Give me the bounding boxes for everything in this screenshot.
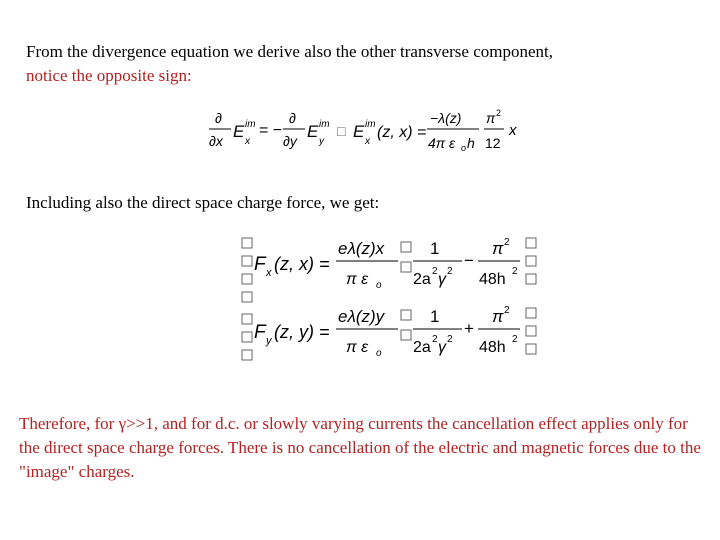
eq2-pi-y: π: [492, 307, 504, 326]
eq2-args-x: (z, x) =: [274, 254, 330, 274]
eq1-dy: ∂y: [283, 133, 297, 149]
eq2-g-sq-y: 2: [447, 334, 453, 345]
eq1-E-3: E: [353, 122, 365, 141]
eq2-Fy: F: [254, 322, 266, 343]
eq1-E-1: E: [233, 122, 245, 141]
eq1-numerator: −λ(z): [430, 110, 462, 126]
eq2-h-sq-y: 2: [512, 334, 518, 345]
eq2-args-y: (z, y) =: [274, 322, 330, 342]
eq1-placeholder: □: [337, 123, 346, 139]
eq1-pi-sq: 2: [496, 108, 502, 118]
eq2-2a-y: 2a: [413, 339, 431, 356]
eq2-h-sq-x: 2: [512, 266, 518, 277]
eq1-partial-top: ∂: [215, 110, 222, 126]
eq2-num-x: eλ(z)x: [338, 239, 385, 258]
eq2-plus: +: [464, 319, 474, 338]
eq2-pi-sq-x: 2: [504, 237, 510, 248]
eq1-dx: ∂x: [209, 133, 223, 149]
eq1-sup-im-2: im: [319, 119, 330, 130]
intro-line-2: notice the opposite sign:: [26, 66, 192, 85]
eq2-gamma-x: γ: [438, 271, 446, 288]
eq1-sub-x-3: x: [365, 136, 370, 147]
eq1-sup-im-1: im: [245, 119, 256, 130]
eq1-sub-x-1: x: [245, 136, 250, 147]
eq1-sub-y: y: [319, 136, 324, 147]
eq2-den-y: π ε: [346, 339, 369, 356]
eq2-sub-x: x: [266, 267, 272, 279]
eq2-inner-brackets-y: [401, 310, 411, 340]
eq1-den-h: h: [467, 135, 475, 151]
eq2-a-sq-x: 2: [432, 266, 438, 277]
eq1-E-2: E: [307, 122, 319, 141]
eq1-pi: π: [486, 110, 496, 126]
equation-image-field: [205, 104, 525, 158]
eq2-48h-y: 48h: [479, 339, 506, 356]
eq2-g-sq-x: 2: [447, 266, 453, 277]
eq2-one-y: 1: [430, 307, 440, 326]
intro-paragraph: [26, 40, 706, 88]
eq1-twelve: 12: [485, 135, 501, 151]
eq1-denominator: 4π ε: [428, 135, 456, 151]
eq2-2a-x: 2a: [413, 271, 431, 288]
middle-paragraph: Including also the direct space charge force, we get:: [26, 193, 380, 212]
eq2-minus: −: [464, 251, 474, 270]
eq2-right-bracket-glyphs: [526, 238, 536, 354]
eq1-den-sub-o: o: [461, 143, 467, 153]
eq2-48h-x: 48h: [479, 271, 506, 288]
eq2-inner-brackets-x: [401, 242, 411, 272]
eq2-pi-x: π: [492, 239, 504, 258]
intro-line-1: From the divergence equation we derive also the other transverse component,: [26, 42, 553, 61]
eq2-den-sub-x: o: [376, 280, 382, 291]
eq2-den-x: π ε: [346, 271, 369, 288]
equation-direct-force: [238, 232, 540, 364]
eq2-Fx: F: [254, 254, 266, 275]
conclusion-paragraph: Therefore, for γ>>1, and for d.c. or slowly varying currents the cancellation effect applies only for the direct space charge forces. There is no cancellation of the electric and magnetic forces due to the "image" charges.: [19, 414, 701, 481]
eq2-sub-y: y: [266, 335, 272, 347]
eq2-gamma-y: γ: [438, 339, 446, 356]
eq2-one-x: 1: [430, 239, 440, 258]
eq1-partial-top-2: ∂: [289, 110, 296, 126]
eq2-den-sub-y: o: [376, 348, 382, 359]
eq2-left-bracket-glyphs: [242, 238, 252, 360]
eq1-x: x: [509, 122, 517, 139]
eq1-lhs-fn: (z, x) =: [377, 124, 427, 141]
eq1-sup-im-3: im: [365, 119, 376, 130]
eq2-a-sq-y: 2: [432, 334, 438, 345]
eq1-equals-minus: = −: [259, 122, 283, 139]
eq2-num-y: eλ(z)y: [338, 307, 385, 326]
eq2-pi-sq-y: 2: [504, 305, 510, 316]
